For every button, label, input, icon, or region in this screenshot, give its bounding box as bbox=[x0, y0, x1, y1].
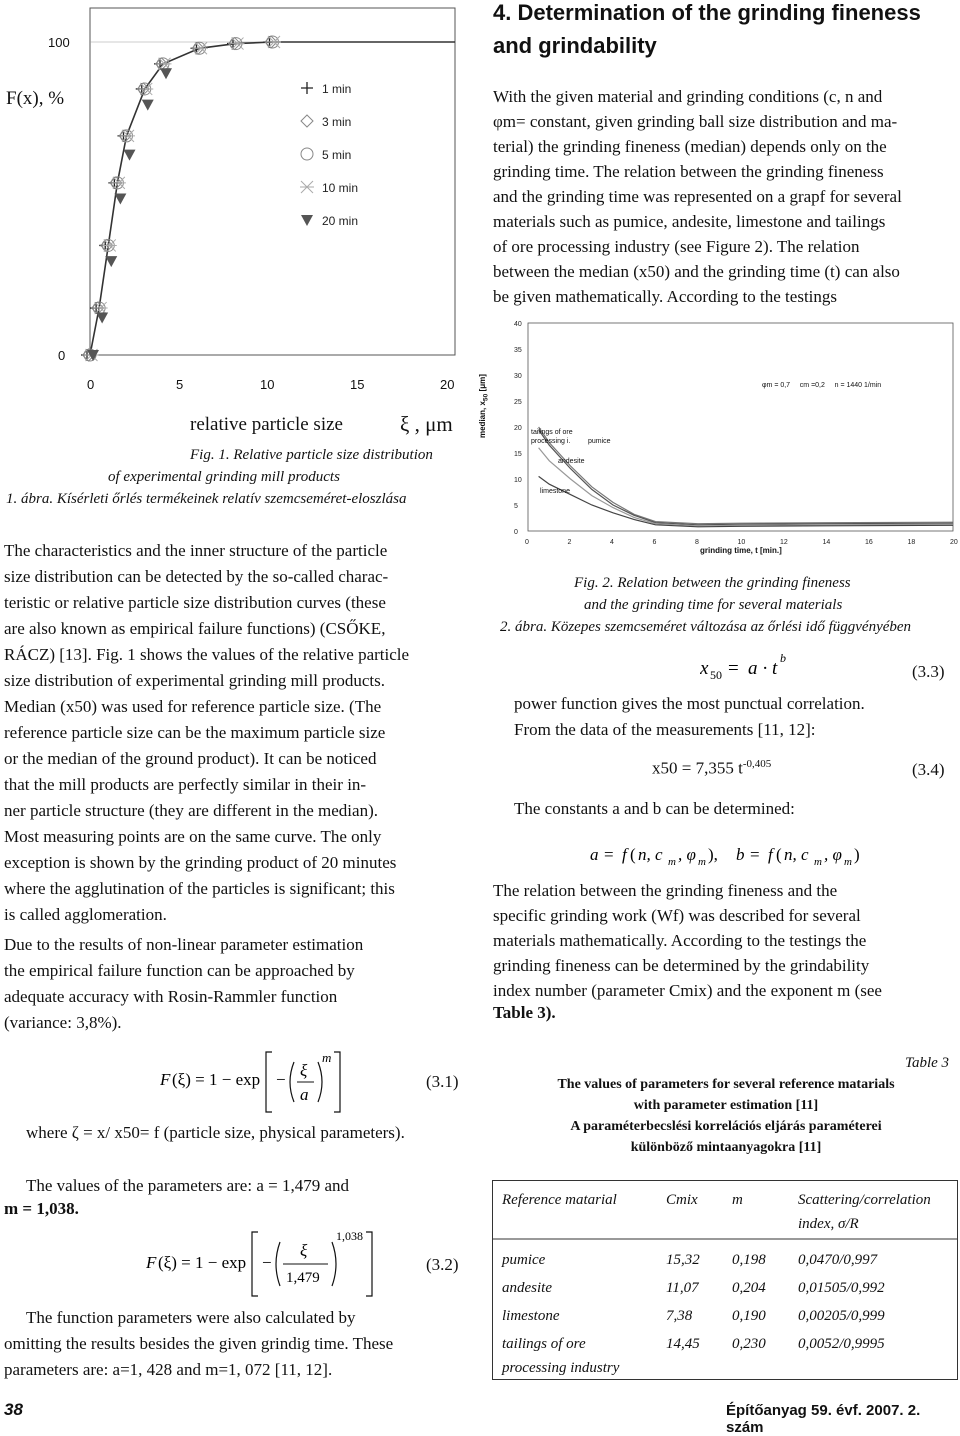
cell-line: tailings of ore bbox=[502, 1336, 586, 1352]
fig2-x-tick: 10 bbox=[737, 539, 746, 546]
eq34-exponent: -0,405 bbox=[742, 758, 772, 770]
para-line: are also known as empirical failure functions) (CSŐKE, bbox=[4, 619, 386, 638]
power-line-2: From the data of the measurements [11, 12]: bbox=[514, 720, 816, 739]
svg-text:m: m bbox=[814, 856, 822, 868]
svg-text:b: b bbox=[736, 845, 745, 864]
fig1-legend-label: 20 min bbox=[322, 214, 359, 228]
para-line: The function parameters were also calculated by bbox=[26, 1308, 356, 1327]
fig1-point-1min bbox=[301, 82, 313, 94]
svg-text:): ) bbox=[854, 845, 860, 864]
eq34-number: (3.4) bbox=[912, 760, 945, 779]
fig2-y-tick: 35 bbox=[514, 347, 522, 354]
table-cell: 14,45 bbox=[666, 1336, 700, 1352]
svg-text:=: = bbox=[728, 658, 739, 679]
para-line: omitting the results besides the given grindig time. These bbox=[4, 1334, 394, 1353]
fig1-point-10min bbox=[139, 83, 153, 95]
svg-text:a: a bbox=[300, 1085, 309, 1104]
fig2-y-tick: 30 bbox=[514, 373, 522, 380]
para-line: materials such as pumice, andesite, limestone and tailings bbox=[493, 212, 886, 231]
para-line: The values of the parameters are: a = 1,479 and bbox=[26, 1176, 350, 1195]
fig1-point-10min bbox=[103, 239, 117, 251]
left-para-3 bbox=[26, 1305, 470, 1331]
values-line-2: m = 1,038. bbox=[4, 1199, 79, 1218]
para-line: The relation between the grinding fineness and the bbox=[493, 881, 838, 900]
para-line: (variance: 3,8%). bbox=[4, 1013, 122, 1032]
para-line: φm= constant, given grinding ball size distribution and ma- bbox=[493, 112, 898, 131]
para-line: between the median (x50) and the grinding time (t) can also bbox=[493, 262, 900, 281]
eq33-number: (3.3) bbox=[912, 662, 945, 681]
fig1-x-tick: 20 bbox=[440, 377, 455, 392]
fig1-x-tick: 10 bbox=[260, 377, 275, 392]
fig2-y-tick: 5 bbox=[514, 503, 518, 510]
para-line: Due to the results of non-linear parameter estimation bbox=[4, 935, 364, 954]
fig1-x-tick: 5 bbox=[176, 377, 184, 392]
table-header-cell: m bbox=[732, 1192, 743, 1208]
svg-text:F: F bbox=[146, 1253, 157, 1272]
fig1-legend-label: 3 min bbox=[322, 115, 352, 129]
fig2-x-tick: 2 bbox=[567, 539, 572, 546]
table-header-row bbox=[494, 1186, 954, 1238]
para-line: exception is shown by the grinding product of 20 minutes bbox=[4, 853, 397, 872]
section-title-2: and grindability bbox=[493, 33, 657, 58]
svg-text:F: F bbox=[160, 1070, 171, 1089]
table3-label: Table 3 bbox=[905, 1055, 950, 1071]
fig2-x-tick: 8 bbox=[695, 539, 699, 546]
svg-text:ξ: ξ bbox=[300, 1241, 308, 1260]
fig2-series-line bbox=[539, 476, 953, 526]
para-line: adequate accuracy with Rosin-Rammler function bbox=[4, 987, 338, 1006]
fig2-y-tick: 40 bbox=[514, 321, 522, 328]
eq32-denominator: 1,479 bbox=[286, 1270, 320, 1286]
fig2-y-tick: 15 bbox=[514, 451, 522, 458]
fig1-legend-label: 5 min bbox=[322, 148, 352, 162]
svg-text:50: 50 bbox=[710, 668, 722, 682]
table-cell: limestone bbox=[502, 1308, 560, 1324]
values-para bbox=[26, 1173, 470, 1199]
svg-text:m: m bbox=[844, 856, 852, 868]
table-cell: andesite bbox=[502, 1280, 552, 1296]
page-number: 38 bbox=[4, 1400, 23, 1419]
para-line: Most measuring points are on the same curve. The only bbox=[4, 827, 382, 846]
table-cell: 0,00205/0,999 bbox=[798, 1308, 885, 1324]
fig1-xunit: ξ , μm bbox=[400, 412, 453, 436]
fig2-caption-2: and the grinding time for several materials bbox=[584, 597, 843, 613]
equation-ab bbox=[590, 838, 890, 872]
fig1-ylabel: F(x), % bbox=[6, 88, 65, 109]
table-row bbox=[494, 1330, 954, 1382]
svg-text:=: = bbox=[750, 845, 760, 864]
table-cell: 11,07 bbox=[666, 1280, 699, 1296]
table-cell: 0,204 bbox=[732, 1280, 766, 1296]
right-para-end: Table 3). bbox=[493, 1003, 556, 1022]
eq32-exponent: 1,038 bbox=[336, 1229, 363, 1243]
para-line: materials mathematically. According to the testings the bbox=[493, 931, 867, 950]
para-line: ner particle structure (they are different in the median). bbox=[4, 801, 378, 820]
svg-text:f: f bbox=[622, 845, 627, 864]
fig1-xlabel: relative particle size bbox=[190, 414, 343, 435]
fig2-y-tick: 20 bbox=[514, 425, 522, 432]
fig1-point-20min bbox=[114, 194, 126, 205]
fig1-caption-en-1: Fig. 1. Relative particle size distribution bbox=[190, 447, 433, 463]
table3-title-line: The values of parameters for several reference matarials bbox=[557, 1077, 895, 1092]
table-cell: 0,230 bbox=[732, 1336, 766, 1352]
para-line: Median (x50) was used for reference particle size. (The bbox=[4, 697, 382, 716]
fig2-x-tick: 20 bbox=[950, 539, 958, 546]
header-line: index, σ/R bbox=[798, 1216, 859, 1232]
svg-text:n, c: n, c bbox=[784, 845, 809, 864]
table-cell: 0,0052/0,9995 bbox=[798, 1336, 885, 1352]
svg-text:a: a bbox=[590, 845, 599, 864]
table-header-cell: Reference matarial bbox=[502, 1192, 617, 1208]
fig1-point-20min bbox=[301, 215, 313, 226]
svg-text:, φ: , φ bbox=[824, 845, 842, 864]
fig1-plot-frame bbox=[90, 8, 455, 355]
table-header-cell bbox=[790, 1186, 954, 1238]
section-title-1: 4. Determination of the grinding fineness bbox=[493, 0, 921, 25]
para-line: terial) the grinding fineness (median) depends only on the bbox=[493, 137, 887, 156]
para-line: size distribution of experimental grinding mill products. bbox=[4, 671, 386, 690]
where-line: where ζ = x/ x50= f (particle size, physical parameters). bbox=[26, 1123, 405, 1142]
left-para-3b bbox=[4, 1331, 470, 1383]
table-row bbox=[494, 1302, 954, 1330]
table-cell: 0,0470/0,997 bbox=[798, 1252, 878, 1268]
table-cell bbox=[494, 1330, 658, 1382]
fig2-label-tailings: processing i. bbox=[531, 438, 571, 445]
fig1-chart bbox=[0, 0, 470, 400]
svg-text:(: ( bbox=[776, 845, 782, 864]
para-line: parameters are: a=1, 428 and m=1, 072 [11, 12]. bbox=[4, 1360, 333, 1379]
svg-text:m: m bbox=[322, 1050, 332, 1065]
left-para-2 bbox=[4, 932, 470, 1036]
fig2-x-tick: 6 bbox=[652, 539, 657, 546]
eq32-number: (3.2) bbox=[426, 1255, 459, 1274]
svg-text:(ξ) = 1 − exp: (ξ) = 1 − exp bbox=[158, 1253, 247, 1272]
fig2-ylabel: median, $x_{50}$ [μm] bbox=[478, 374, 490, 438]
fig1-point-10min bbox=[231, 38, 245, 50]
table3-title bbox=[493, 1074, 959, 1158]
equation-3-1 bbox=[160, 1040, 400, 1120]
svg-text:),: ), bbox=[708, 845, 718, 864]
table-cell: 0,190 bbox=[732, 1308, 766, 1324]
cell-line: processing industry bbox=[502, 1360, 620, 1376]
table-cell: 0,01505/0,992 bbox=[798, 1280, 885, 1296]
fig1-y-bottom: 0 bbox=[58, 348, 66, 363]
fig1-point-5min bbox=[301, 148, 313, 160]
fig1-point-10min bbox=[158, 58, 172, 70]
svg-text:x: x bbox=[700, 658, 709, 679]
svg-text:−: − bbox=[276, 1070, 286, 1089]
fig2-x-tick: 0 bbox=[525, 539, 529, 546]
fig1-caption-en-2: of experimental grinding mill products bbox=[108, 469, 340, 485]
fig1-legend bbox=[300, 82, 358, 228]
fig2-x-tick: 14 bbox=[822, 539, 831, 546]
eq34-lhs: x50 = 7,355 t bbox=[652, 758, 743, 778]
para-line: reference particle size can be the maximum particle size bbox=[4, 723, 386, 742]
svg-text:b: b bbox=[780, 651, 786, 665]
fig1-point-10min bbox=[300, 181, 314, 193]
fig1-x-tick: 15 bbox=[350, 377, 365, 392]
fig2-y-tick: 25 bbox=[514, 399, 522, 406]
eq34 bbox=[652, 758, 771, 779]
header-line: Scattering/correlation bbox=[798, 1192, 931, 1208]
para-line: grinding fineness can be determined by the grindability bbox=[493, 956, 870, 975]
para-line: be given mathematically. According to the testings bbox=[493, 287, 838, 306]
fig1-point-10min bbox=[194, 42, 208, 54]
svg-text:t: t bbox=[772, 658, 778, 679]
table-cell: 0,198 bbox=[732, 1252, 766, 1268]
fig1-legend-label: 10 min bbox=[322, 181, 359, 195]
power-line-1: power function gives the most punctual correlation. bbox=[514, 694, 865, 713]
svg-text:, φ: , φ bbox=[678, 845, 696, 864]
para-line: size distribution can be detected by the so-called charac- bbox=[4, 567, 389, 586]
fig2-label-pumice: pumice bbox=[588, 438, 611, 445]
para-line: specific grinding work (Wf) was described for several bbox=[493, 906, 861, 925]
fig2-x-tick: 16 bbox=[865, 539, 873, 546]
para-line: that the mill products are perfectly similar in their in- bbox=[4, 775, 367, 794]
table-cell: pumice bbox=[502, 1252, 546, 1268]
svg-text:−: − bbox=[262, 1253, 272, 1272]
svg-text:f: f bbox=[768, 845, 773, 864]
para-line: teristic or relative particle size distribution curves (these bbox=[4, 593, 386, 612]
constants-line: The constants a and b can be determined: bbox=[514, 799, 795, 818]
fig1-caption-hu: 1. ábra. Kísérleti őrlés termékeinek relatív szemcseméret-eloszlása bbox=[6, 491, 407, 507]
svg-text:·: · bbox=[762, 658, 769, 679]
fig2-label-limestone: limestone bbox=[540, 488, 570, 495]
svg-text:a: a bbox=[748, 658, 758, 679]
table-header-cell: Cmix bbox=[666, 1192, 698, 1208]
table3-title-line: A paraméterbecslési korrelációs eljárás paraméterei bbox=[570, 1119, 882, 1134]
fig1-point-20min bbox=[124, 150, 136, 161]
fig1-point-3min bbox=[301, 115, 313, 127]
fig2-y-tick: 0 bbox=[514, 529, 518, 536]
table-row bbox=[494, 1246, 954, 1274]
fig2-x-tick: 12 bbox=[780, 539, 788, 546]
para-line: With the given material and grinding conditions (c, n and bbox=[493, 87, 883, 106]
svg-text:=: = bbox=[604, 845, 614, 864]
section-para bbox=[493, 84, 959, 309]
fig2-label-andesite: andesite bbox=[558, 458, 585, 465]
fig1-point-20min bbox=[105, 256, 117, 267]
equation-3-2 bbox=[146, 1222, 396, 1302]
eq31-number: (3.1) bbox=[426, 1072, 459, 1091]
table-cell: 15,32 bbox=[666, 1252, 700, 1268]
para-line: RÁCZ) [13]. Fig. 1 shows the values of the relative particle bbox=[4, 645, 410, 664]
fig2-x-tick: 4 bbox=[610, 539, 614, 546]
svg-text:(: ( bbox=[630, 845, 636, 864]
para-line: the empirical failure function can be approached by bbox=[4, 961, 355, 980]
svg-text:ξ: ξ bbox=[300, 1061, 308, 1080]
journal-footer: Építőanyag 59. évf. 2007. 2. szám bbox=[726, 1402, 921, 1436]
fig2-label-tailings: tailings of ore bbox=[531, 429, 573, 436]
left-para bbox=[4, 538, 470, 928]
table3-title-line: különböző mintaanyagokra [11] bbox=[630, 1140, 822, 1155]
table-cell: 7,38 bbox=[666, 1308, 693, 1324]
fig2-xlabel: grinding time, t [min.] bbox=[700, 546, 782, 555]
fig1-x-tick: 0 bbox=[87, 377, 95, 392]
table3 bbox=[494, 1186, 954, 1382]
para-line: and the grinding time was represented on a grapf for several bbox=[493, 187, 902, 206]
para-line: of ore processing industry (see Figure 2). The relation bbox=[493, 237, 860, 256]
right-para bbox=[493, 878, 959, 1003]
svg-text:m: m bbox=[698, 856, 706, 868]
svg-text:n, c: n, c bbox=[638, 845, 663, 864]
fig2-y-tick: 10 bbox=[514, 477, 522, 484]
table-row bbox=[494, 1274, 954, 1302]
fig1-point-20min bbox=[142, 100, 154, 111]
fig1-point-10min bbox=[94, 302, 108, 314]
fig1-y-top: 100 bbox=[48, 35, 70, 50]
fig2-x-tick: 18 bbox=[907, 539, 916, 546]
fig1-point-10min bbox=[267, 36, 281, 48]
table3-title-line: with parameter estimation [11] bbox=[633, 1098, 819, 1113]
para-line: The characteristics and the inner structure of the particle bbox=[4, 541, 388, 560]
fig2-caption-1: Fig. 2. Relation between the grinding fineness bbox=[574, 575, 851, 591]
fig1-point-20min bbox=[160, 68, 172, 79]
fig2-plot-frame bbox=[528, 323, 953, 531]
para-line: where the agglutination of the particles is significant; this bbox=[4, 879, 395, 898]
svg-text:(ξ) = 1 − exp: (ξ) = 1 − exp bbox=[172, 1070, 261, 1089]
equation-3-3 bbox=[700, 648, 830, 684]
fig2-annotation: φm = 0,7 cm =0,2 n = 1440 1/min bbox=[762, 382, 882, 389]
para-line: is called agglomeration. bbox=[4, 905, 167, 924]
fig2-series-line bbox=[539, 448, 953, 526]
fig2-caption-hu: 2. ábra. Közepes szemcseméret változása az őrlési idő függvényében bbox=[500, 619, 912, 635]
para-line: or the median of the ground product). It can be noticed bbox=[4, 749, 377, 768]
para-line: grinding time. The relation between the grinding fineness bbox=[493, 162, 884, 181]
fig1-legend-label: 1 min bbox=[322, 82, 352, 96]
svg-text:m: m bbox=[668, 856, 676, 868]
para-line: index number (parameter Cmix) and the exponent m (see bbox=[493, 981, 882, 1000]
